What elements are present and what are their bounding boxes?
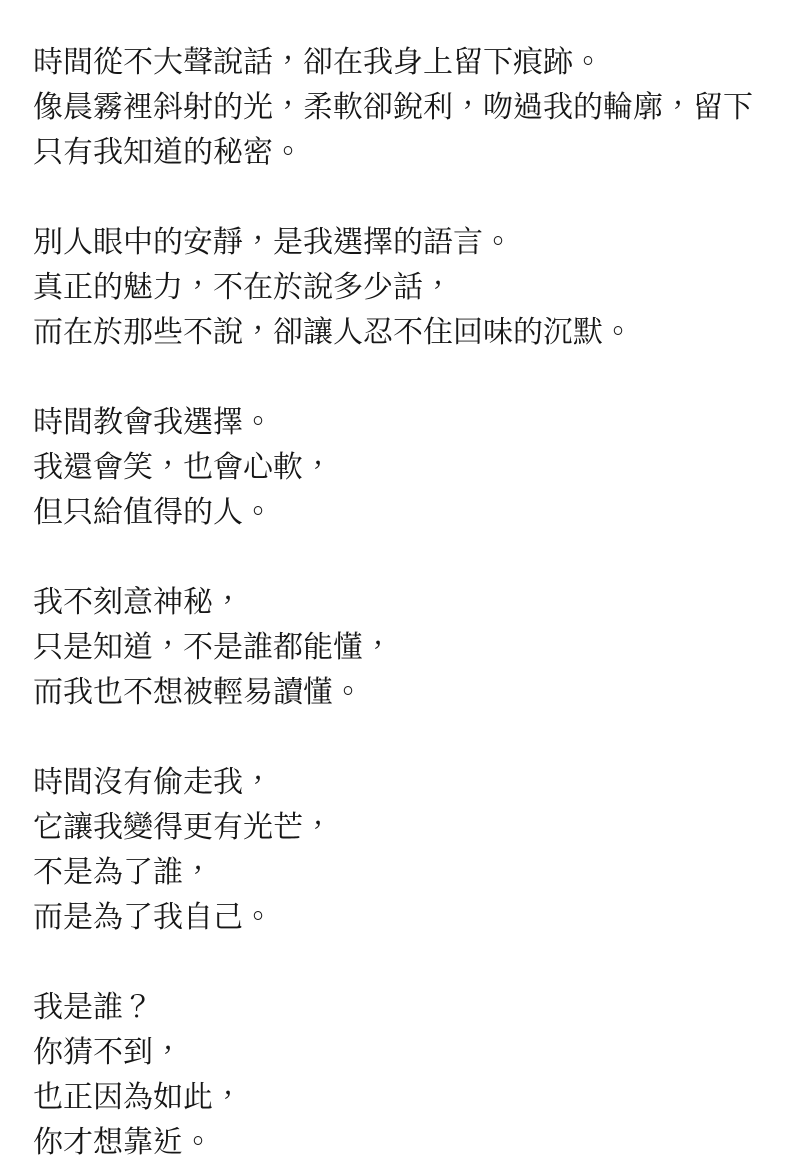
text-line: 我還會笑，也會心軟， bbox=[33, 451, 333, 484]
paragraph bbox=[33, 580, 767, 715]
text-line: 也正因為如此， bbox=[33, 1081, 243, 1114]
paragraph bbox=[33, 985, 767, 1165]
paragraph bbox=[33, 40, 767, 175]
text-line: 真正的魅力，不在於說多少話， bbox=[33, 271, 453, 304]
text-line: 而我也不想被輕易讀懂。 bbox=[33, 676, 363, 709]
text-line: 它讓我變得更有光芒， bbox=[33, 811, 333, 844]
text-line: 像晨霧裡斜射的光，柔軟卻銳利，吻過我的輪廓，留下 bbox=[33, 91, 753, 124]
text-line: 但只給值得的人。 bbox=[33, 496, 273, 529]
text-line: 別人眼中的安靜，是我選擇的語言。 bbox=[33, 226, 513, 259]
text-line: 時間教會我選擇。 bbox=[33, 406, 273, 439]
paragraph bbox=[33, 220, 767, 355]
text-line: 而是為了我自己。 bbox=[33, 901, 273, 934]
text-line: 而在於那些不說，卻讓人忍不住回味的沉默。 bbox=[33, 316, 633, 349]
text-line: 你猜不到， bbox=[33, 1036, 183, 1069]
text-line: 時間從不大聲說話，卻在我身上留下痕跡。 bbox=[33, 46, 603, 79]
text-line: 不是為了誰， bbox=[33, 856, 213, 889]
text-line: 你才想靠近。 bbox=[33, 1126, 213, 1159]
text-line: 我不刻意神秘， bbox=[33, 586, 243, 619]
paragraph bbox=[33, 760, 767, 940]
text-line: 時間沒有偷走我， bbox=[33, 766, 273, 799]
text-line: 我是誰？ bbox=[33, 991, 153, 1024]
text-line: 只是知道，不是誰都能懂， bbox=[33, 631, 393, 664]
paragraph bbox=[33, 400, 767, 535]
text-line: 只有我知道的秘密。 bbox=[33, 136, 303, 169]
